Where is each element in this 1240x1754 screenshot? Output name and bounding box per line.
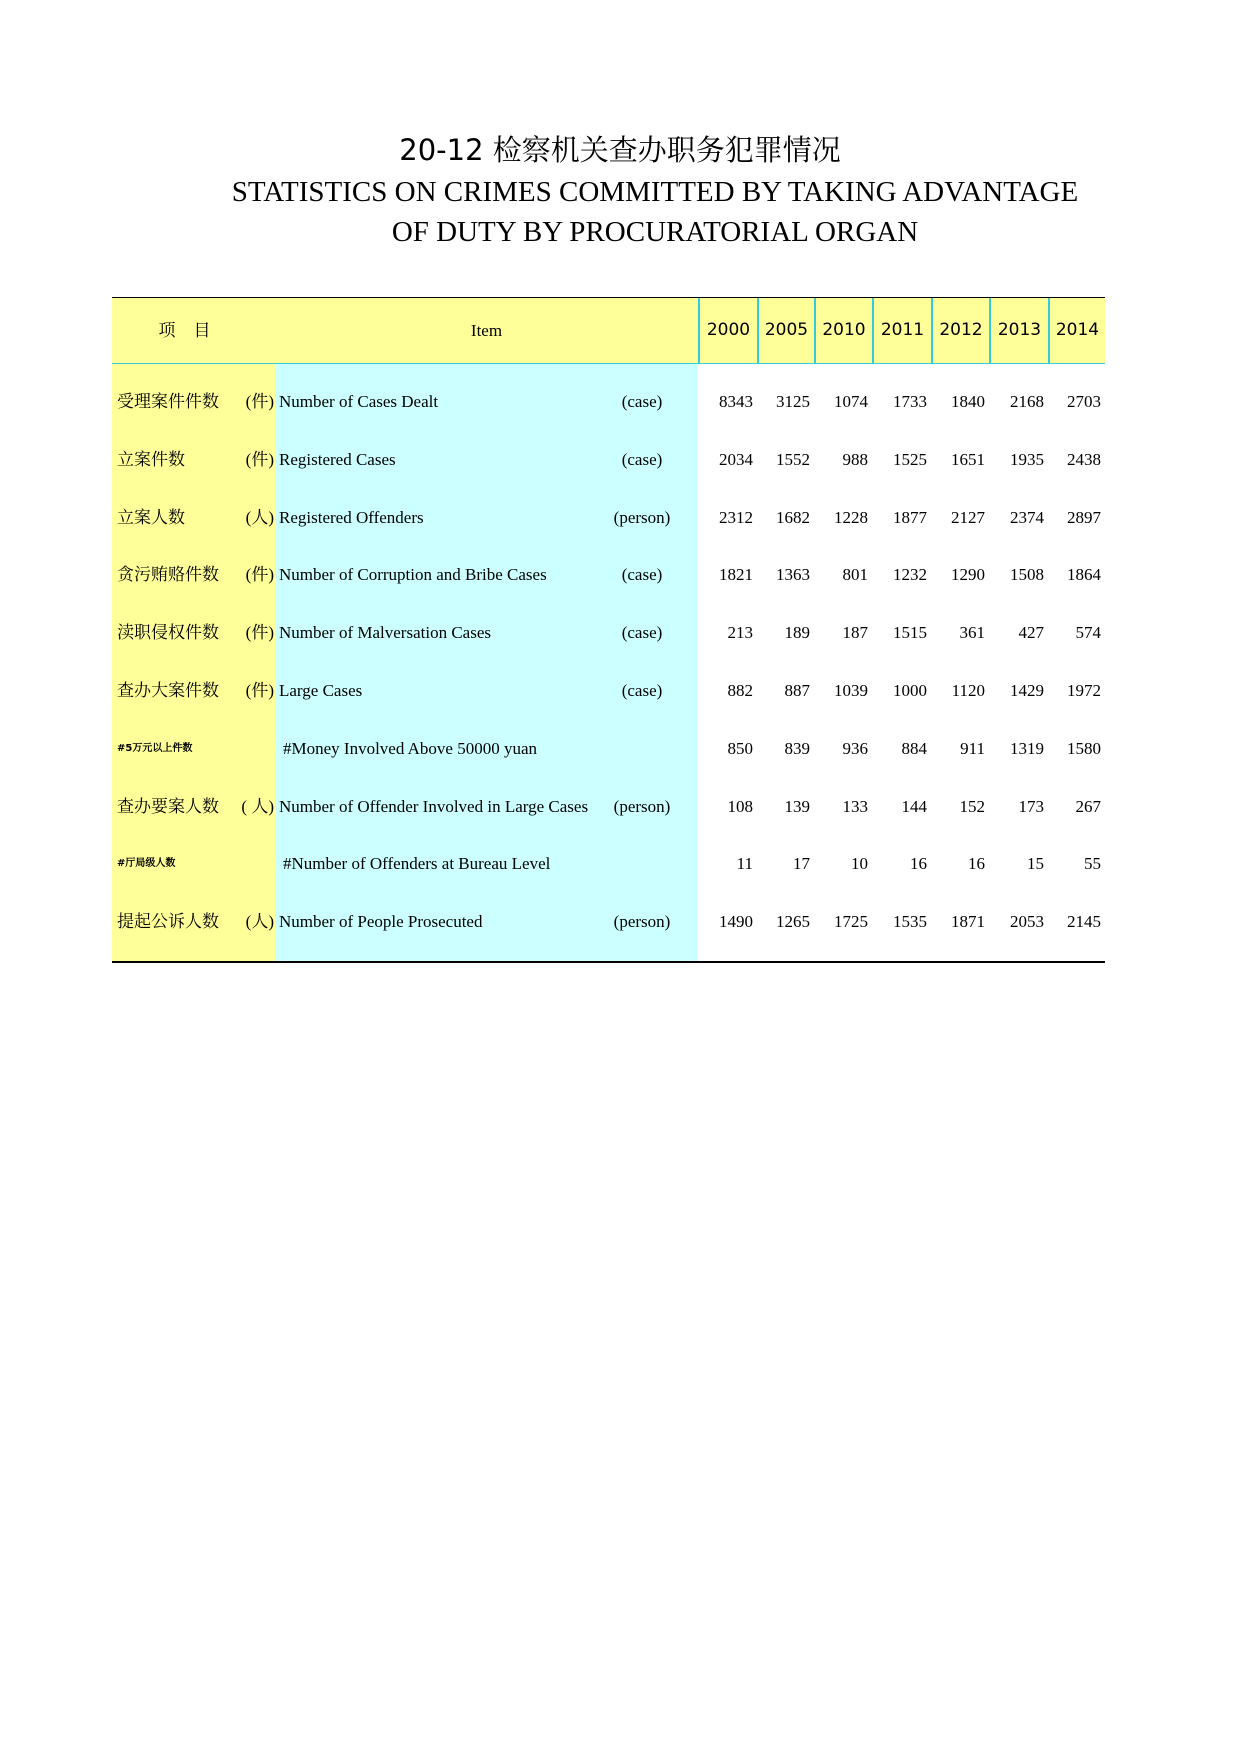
cell-value: 2703 [1067,392,1101,411]
row-label-en: Registered Offenders [279,508,424,527]
cell-value: 1725 [834,912,868,931]
cell-value: 11 [736,854,753,873]
cell-value: 1552 [776,450,810,469]
cell-value: 2438 [1067,450,1101,469]
cell-value: 1821 [719,565,753,584]
cell-value: 187 [842,623,868,642]
cell-value: 1733 [893,392,927,411]
cell-value: 1508 [1010,565,1044,584]
row-label-cn: #5万元以上件数 [117,743,193,754]
cell-value: 936 [842,739,868,758]
cell-value: 574 [1075,623,1101,642]
row-label-cn: 贪污贿赂件数 [117,565,219,584]
table-title-en [100,172,1210,252]
row-unit-en: (case) [621,450,663,469]
row-unit-cn: ( 人) [241,797,274,816]
cell-value: 1228 [834,508,868,527]
cell-value: 801 [842,565,868,584]
cell-value: 1935 [1010,450,1044,469]
row-label-cn: 立案件数 [117,450,185,469]
cell-value: 1871 [951,912,985,931]
row-unit-en: (case) [621,565,663,584]
header-year-4: 2012 [931,298,989,363]
cell-value: 16 [968,854,985,873]
row-unit-en [602,720,682,778]
cell-value: 1363 [776,565,810,584]
cell-value: 15 [1027,854,1044,873]
row-unit-en: (case) [621,681,663,700]
row-unit-en: (person) [613,912,671,931]
cell-value: 882 [727,681,753,700]
row-label-en: Number of Corruption and Bribe Cases [279,565,547,584]
cell-value: 839 [784,739,810,758]
cell-value: 1682 [776,508,810,527]
cell-value: 1864 [1067,565,1101,584]
row-unit-cn: (人) [245,912,274,931]
row-label-en: Large Cases [279,681,363,700]
table-row [112,431,1105,489]
table-bottom-rule [112,961,1105,963]
cell-value: 2145 [1067,912,1101,931]
table-row [112,662,1105,720]
cell-value: 1525 [893,450,927,469]
cell-value: 911 [960,739,985,758]
cell-value: 10 [851,854,868,873]
row-label-cn: 查办要案人数 [117,797,219,816]
table-row [112,893,1105,951]
table-row [112,546,1105,604]
cell-value: 1972 [1067,681,1101,700]
cell-value: 189 [784,623,810,642]
row-unit-cn: (件) [245,565,274,584]
cell-value: 1319 [1010,739,1044,758]
header-year-5: 2013 [989,298,1048,363]
table-row [112,373,1105,431]
header-item-en: Item [470,321,503,340]
cell-value: 173 [1018,797,1044,816]
cell-value: 2312 [719,508,753,527]
row-unit-cn: (件) [245,450,274,469]
table-row [112,489,1105,547]
cell-value: 850 [727,739,753,758]
header-year-0: 2000 [698,298,757,363]
table-row [112,835,1105,893]
cell-value: 2034 [719,450,753,469]
cell-value: 1265 [776,912,810,931]
table-title-en-line2: OF DUTY BY PROCURATORIAL ORGAN [391,216,919,248]
row-label-cn: 查办大案件数 [117,681,219,700]
cell-value: 988 [842,450,868,469]
cell-value: 1490 [719,912,753,931]
header-year-1: 2005 [757,298,814,363]
table-title-cn: 20-12 检察机关查办职务犯罪情况 [399,133,841,167]
cell-value: 108 [727,797,753,816]
cell-value: 1290 [951,565,985,584]
cell-value: 2053 [1010,912,1044,931]
row-label-en: #Money Involved Above 50000 yuan [283,739,538,758]
header-item-cn: 项目 [158,321,229,340]
cell-value: 213 [727,623,753,642]
row-label-en: Number of People Prosecuted [279,912,483,931]
table-row [112,778,1105,836]
row-unit-en [602,835,682,893]
table-header-row [112,298,1105,364]
row-unit-cn [232,835,274,893]
row-label-en: Registered Cases [279,450,396,469]
header-year-2: 2010 [814,298,872,363]
cell-value: 1000 [893,681,927,700]
header-year-6: 2014 [1048,298,1105,363]
row-unit-en: (person) [613,508,671,527]
row-unit-cn: (件) [245,681,274,700]
cell-value: 1039 [834,681,868,700]
cell-value: 16 [910,854,927,873]
cell-value: 1580 [1067,739,1101,758]
cell-value: 1429 [1010,681,1044,700]
cell-value: 267 [1075,797,1101,816]
cell-value: 133 [842,797,868,816]
table-row [112,720,1105,778]
cell-value: 1651 [951,450,985,469]
row-label-cn: 受理案件件数 [117,392,219,411]
cell-value: 144 [901,797,927,816]
table-row [112,604,1105,662]
cell-value: 55 [1084,854,1101,873]
cell-value: 2168 [1010,392,1044,411]
row-label-cn: 渎职侵权件数 [117,623,219,642]
cell-value: 1074 [834,392,868,411]
table-title-en-line1: STATISTICS ON CRIMES COMMITTED BY TAKING ADVANTAGE [231,176,1079,208]
row-unit-cn: (人) [245,508,274,527]
row-unit-cn: (件) [245,392,274,411]
cell-value: 2897 [1067,508,1101,527]
cell-value: 1232 [893,565,927,584]
row-unit-en: (case) [621,392,663,411]
cell-value: 427 [1018,623,1044,642]
row-label-en: #Number of Offenders at Bureau Level [283,854,551,873]
cell-value: 139 [784,797,810,816]
row-unit-cn: (件) [245,623,274,642]
cell-value: 1535 [893,912,927,931]
row-label-en: Number of Offender Involved in Large Cases [279,797,589,816]
cell-value: 1120 [951,681,985,700]
cell-value: 3125 [776,392,810,411]
cell-value: 2374 [1010,508,1044,527]
cell-value: 1840 [951,392,985,411]
cell-value: 361 [959,623,985,642]
cell-value: 1515 [893,623,927,642]
cell-value: 1877 [893,508,927,527]
header-year-3: 2011 [872,298,931,363]
cell-value: 887 [784,681,810,700]
row-label-cn: 立案人数 [117,508,185,527]
cell-value: 152 [959,797,985,816]
cell-value: 8343 [719,392,753,411]
row-label-cn: #厅局级人数 [117,858,176,869]
cell-value: 2127 [951,508,985,527]
row-label-cn: 提起公诉人数 [117,912,219,931]
row-unit-cn [232,720,274,778]
cell-value: 17 [793,854,810,873]
row-unit-en: (person) [613,797,671,816]
cell-value: 884 [901,739,927,758]
row-unit-en: (case) [621,623,663,642]
row-label-en: Number of Cases Dealt [279,392,439,411]
row-label-en: Number of Malversation Cases [279,623,491,642]
